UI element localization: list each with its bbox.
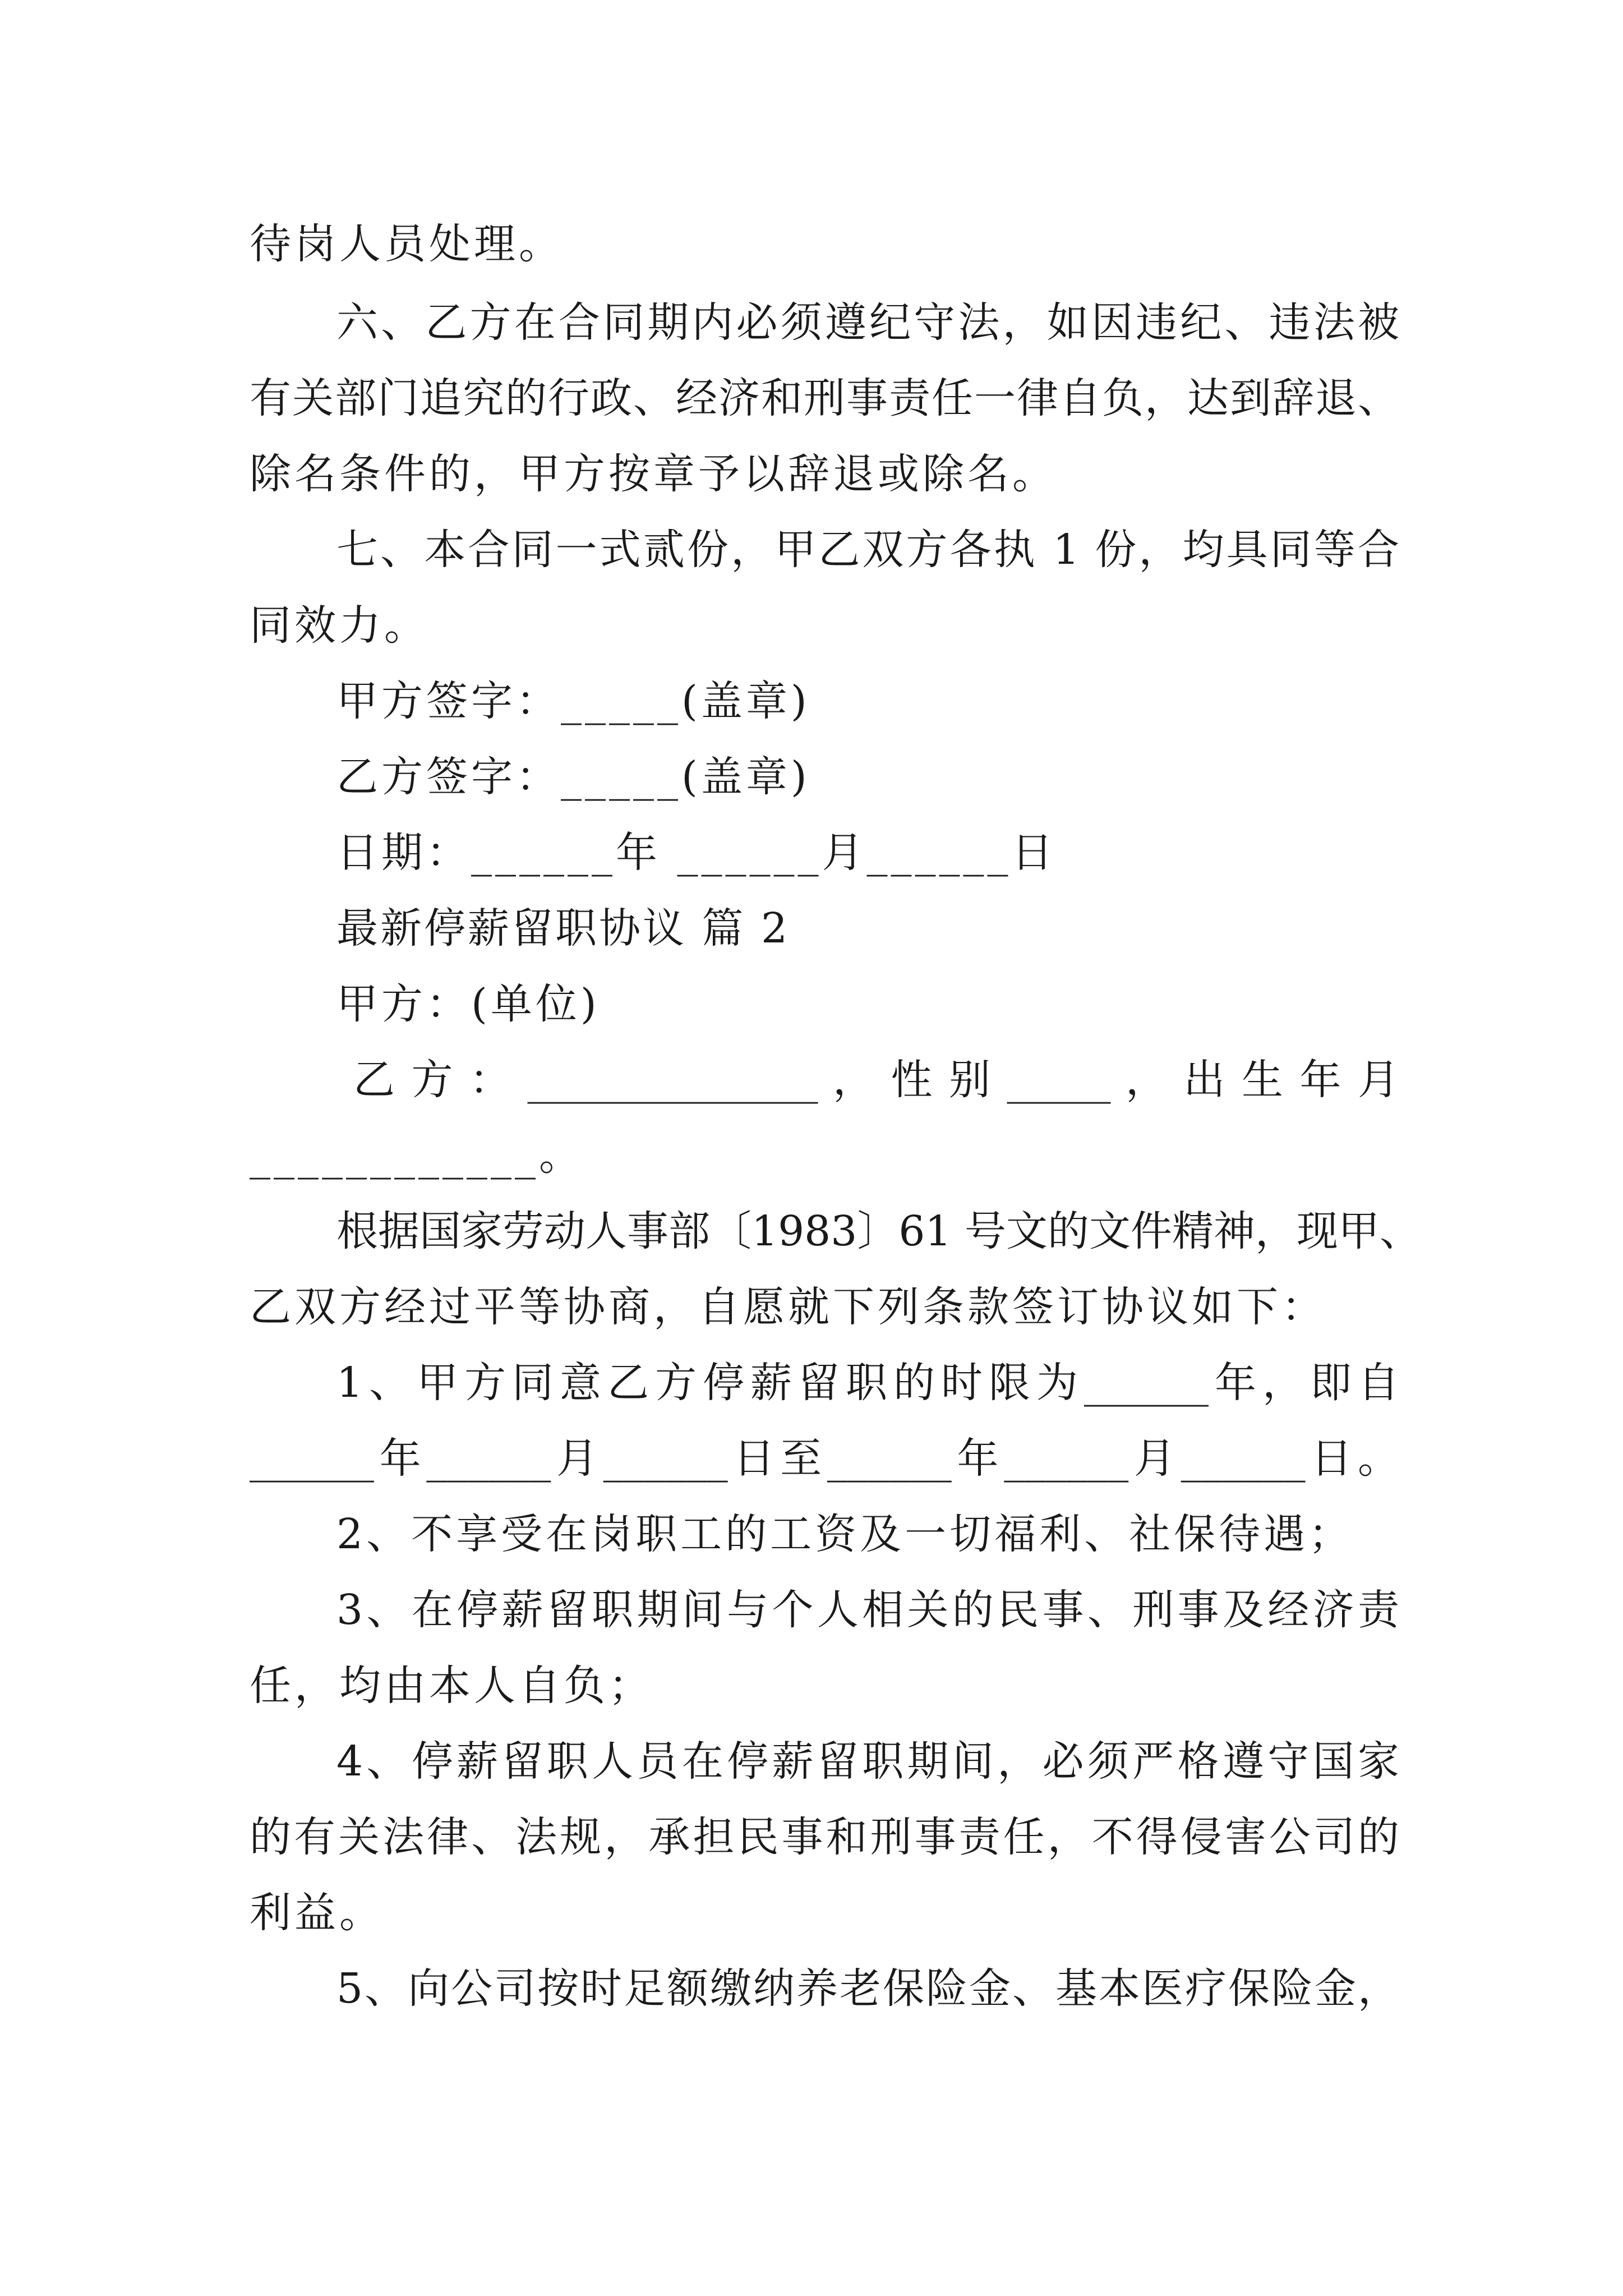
paragraph-6-line-3: 除名条件的，甲方按章予以辞退或除名。 (250, 450, 1057, 498)
party-b-signature: 乙方签字：_____(盖章) (336, 753, 810, 801)
preamble-line-2: 乙双方经过平等协商，自愿就下列条款签订协议如下： (250, 1283, 1326, 1331)
clause-1-line-1: 1、甲方同意乙方停薪留职的时限为______年，即自 (336, 1359, 1399, 1407)
section-heading: 最新停薪留职协议 篇 2 (336, 904, 790, 953)
clause-4-line-1: 4、停薪留职人员在停薪留职期间，必须严格遵守国家 (336, 1737, 1399, 1786)
paragraph-7-line-2: 同效力。 (250, 601, 429, 650)
paragraph-6-line-2: 有关部门追究的行政、经济和刑事责任一律自负，达到辞退、 (250, 374, 1399, 422)
clause-3-line-1: 3、在停薪留职期间与个人相关的民事、刑事及经济责 (336, 1586, 1399, 1634)
clause-4-line-3: 利益。 (250, 1889, 384, 1937)
signature-date: 日期：______年 ______月______日 (336, 829, 1057, 877)
clause-5-line-1: 5、向公司按时足额缴纳养老保险金、基本医疗保险金， (336, 1964, 1399, 2013)
clause-3-line-2: 任，均由本人自负； (250, 1662, 653, 1710)
clause-1-line-2: ______年______月______日至______年______月______日。 (250, 1434, 1399, 1483)
party-b-line-continued: ____________。 (250, 1131, 584, 1180)
preamble-line-1: 根据国家劳动人事部〔1983〕61 号文的文件精神，现甲、 (336, 1207, 1422, 1255)
party-b-line: 乙 方 ： ______________ ， 性 别 _____ ， 出 生 年 月 (353, 1056, 1399, 1104)
text-line: 待岗人员处理。 (250, 220, 564, 268)
clause-4-line-2: 的有关法律、法规，承担民事和刑事责任，不得侵害公司的 (250, 1813, 1399, 1861)
paragraph-7-line-1: 七、本合同一式贰份，甲乙双方各执 1 份，均具同等合 (336, 526, 1399, 574)
paragraph-6-line-1: 六、乙方在合同期内必须遵纪守法，如因违纪、违法被 (336, 298, 1399, 347)
party-a-line: 甲方：(单位) (336, 980, 600, 1028)
clause-2: 2、不享受在岗职工的工资及一切福利、社保待遇； (336, 1510, 1354, 1558)
party-a-signature: 甲方签字：_____(盖章) (336, 677, 810, 725)
